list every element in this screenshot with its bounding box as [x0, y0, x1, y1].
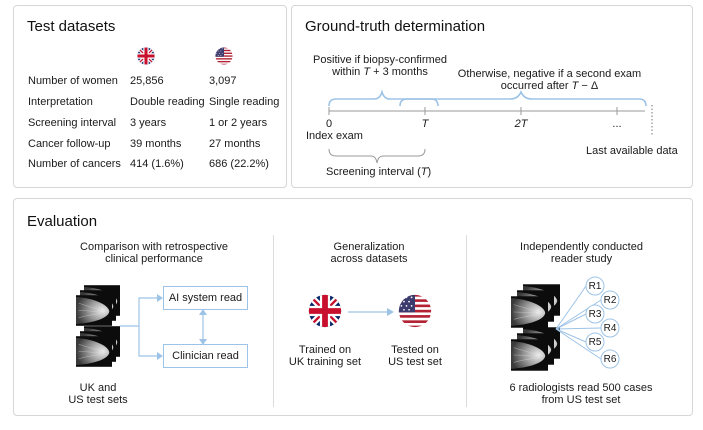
reader-study-title-line2: reader study [550, 253, 613, 265]
comparison-caption-line2: US test sets [68, 394, 128, 406]
generalization-title-line2: across datasets [330, 253, 408, 265]
reader-r3-label: R3 [588, 309, 602, 320]
evaluation-panel [13, 198, 693, 416]
ai-system-read-box: AI system read [163, 286, 248, 310]
last-available-data-label: Last available data [586, 145, 678, 157]
generalization-title-line1: Generalization [333, 241, 405, 253]
positive-rule-line2: within T + 3 months [332, 66, 428, 78]
evaluation-title: Evaluation [27, 213, 98, 230]
uk-cancers-value: 414 (1.6%) [130, 158, 184, 170]
tick-T-label: T [421, 118, 429, 130]
index-exam-label: Index exam [306, 130, 363, 142]
comparison-title-line2: clinical performance [105, 253, 203, 265]
us-flag-icon [215, 47, 233, 65]
fan-line-r1 [556, 286, 586, 329]
us-cancers-value: 686 (22.2%) [209, 158, 269, 170]
reader-study-caption-line1: 6 radiologists read 500 cases [509, 382, 653, 394]
reader-study-caption-line2: from US test set [541, 394, 621, 406]
tick-2T-label: 2T [514, 118, 528, 130]
tick-dots-label: ... [612, 118, 622, 130]
clinician-read-box: Clinician read [163, 344, 248, 368]
row-label-interpretation: Interpretation [28, 96, 93, 108]
reader-r2-label: R2 [603, 295, 617, 306]
fan-line-r4 [556, 328, 601, 329]
ground-truth-title: Ground-truth determination [305, 18, 486, 35]
test-datasets-title: Test datasets [27, 18, 116, 35]
uk-screening-interval-value: 3 years [130, 117, 167, 129]
tested-on-line2: US test set [388, 356, 442, 368]
fan-line-r5 [556, 329, 586, 342]
us-women-value: 3,097 [209, 75, 237, 87]
reader-r1-label: R1 [588, 281, 602, 292]
us-follow-up-value: 27 months [209, 138, 261, 150]
tick-0-label: 0 [325, 118, 333, 130]
screening-interval-brace [329, 149, 425, 163]
row-label-follow-up: Cancer follow-up [28, 138, 111, 150]
negative-rule-line2: occurred after T − Δ [500, 80, 599, 92]
uk-follow-up-value: 39 months [130, 138, 182, 150]
test-datasets-panel [13, 5, 287, 188]
screening-interval-label: Screening interval (T) [326, 166, 432, 178]
negative-rule-line1: Otherwise, negative if a second exam [457, 68, 642, 80]
reader-r6-label: R6 [603, 354, 617, 365]
uk-interpretation-value: Double reading [130, 96, 205, 108]
reader-study-title-line1: Independently conducted [520, 241, 643, 253]
reader-r4-label: R4 [603, 323, 617, 334]
positive-rule-line1: Positive if biopsy-confirmed [313, 54, 447, 66]
comparison-caption-line1: UK and [79, 382, 117, 394]
reader-r5-label: R5 [588, 337, 602, 348]
comparison-title-line1: Comparison with retrospective [80, 241, 228, 253]
ground-truth-panel [291, 5, 693, 188]
row-label-cancers: Number of cancers [28, 158, 121, 170]
us-interpretation-value: Single reading [209, 96, 280, 108]
row-label-women: Number of women [28, 75, 118, 87]
us-screening-interval-value: 1 or 2 years [209, 117, 268, 129]
uk-flag-icon [137, 47, 155, 65]
fan-line-r3 [556, 314, 586, 329]
row-label-screening-interval: Screening interval [28, 117, 117, 129]
negative-window-brace [400, 92, 646, 106]
tested-on-line1: Tested on [391, 344, 439, 356]
trained-on-line2: UK training set [288, 356, 362, 368]
timeline-diagram [292, 6, 692, 187]
uk-women-value: 25,856 [130, 75, 164, 87]
trained-on-line1: Trained on [298, 344, 352, 356]
